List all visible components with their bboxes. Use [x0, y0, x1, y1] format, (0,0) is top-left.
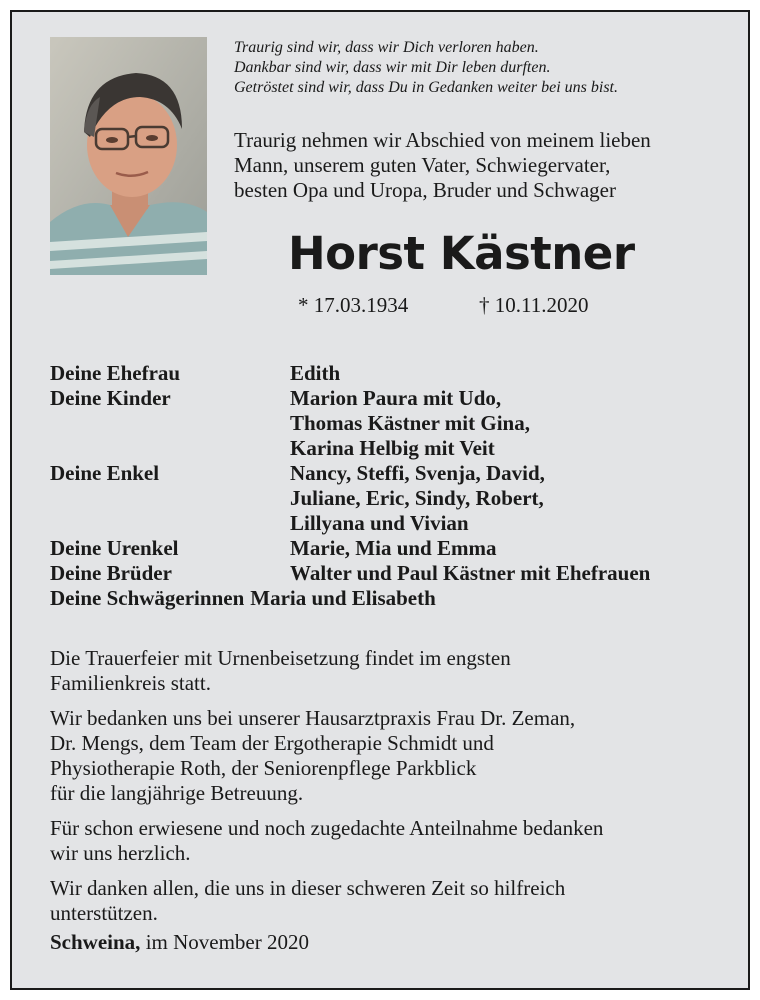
family-row [50, 536, 650, 561]
family-row [50, 511, 650, 536]
family-names: Lillyana und Vivian [290, 511, 469, 535]
signature-date: im November 2020 [145, 930, 309, 954]
birth-date: * 17.03.1934 [298, 293, 409, 317]
text-line: Familienkreis statt. [50, 671, 211, 695]
family-row [50, 586, 650, 611]
family-names: Marion Paura mit Udo, [290, 386, 502, 410]
family-relation [50, 511, 290, 536]
family-names: Karina Helbig mit Veit [290, 436, 495, 460]
family-names: Thomas Kästner mit Gina, [290, 411, 530, 435]
family-row [50, 561, 650, 586]
text-line: wir uns herzlich. [50, 841, 191, 865]
family-names: Walter und Paul Kästner mit Ehefrauen [290, 561, 651, 585]
closing-texts [50, 636, 730, 936]
family-names: Marie, Mia und Emma [290, 536, 497, 560]
family-list [50, 361, 650, 611]
family-names: Edith [290, 361, 341, 385]
family-row [50, 486, 650, 511]
text-line: Dr. Mengs, dem Team der Ergotherapie Schmidt und [50, 731, 494, 755]
family-row [50, 386, 650, 411]
family-relation: Deine Enkel [50, 461, 160, 485]
family-relation: Deine Kinder [50, 386, 171, 410]
family-row [50, 461, 650, 486]
text-line: Wir bedanken uns bei unserer Hausarztpraxis Frau Dr. Zeman, [50, 706, 576, 730]
signature-line [50, 930, 309, 955]
intro-line: Mann, unserem guten Vater, Schwiegervater, [234, 153, 611, 177]
text-line: unterstützen. [50, 901, 158, 925]
intro-text [234, 128, 651, 203]
family-relation: Deine Brüder [50, 561, 172, 585]
obituary-notice [10, 10, 750, 990]
family-names: Nancy, Steffi, Svenja, David, [290, 461, 545, 485]
family-row [50, 411, 650, 436]
family-names: Maria und Elisabeth [250, 586, 436, 610]
family-relation: Deine Urenkel [50, 536, 179, 560]
deceased-name: Horst Kästner [288, 227, 635, 280]
intro-line: Traurig nehmen wir Abschied von meinem lieben [234, 128, 651, 152]
family-row [50, 361, 650, 386]
poem-line: Dankbar sind wir, dass wir mit Dir leben durften. [234, 59, 551, 76]
family-names: Juliane, Eric, Sindy, Robert, [290, 486, 544, 510]
poem-line: Getröstet sind wir, dass Du in Gedanken weiter bei uns bist. [234, 79, 618, 96]
family-relation: Deine Ehefrau [50, 361, 181, 385]
family-relation [50, 436, 290, 461]
text-line: Die Trauerfeier mit Urnenbeisetzung findet im engsten [50, 646, 511, 670]
family-relation: Deine Schwägerinnen [50, 586, 245, 610]
poem [234, 38, 618, 98]
intro-line: besten Opa und Uropa, Bruder und Schwager [234, 178, 616, 202]
signature-place: Schweina, [50, 930, 141, 954]
poem-line: Traurig sind wir, dass wir Dich verloren haben. [234, 39, 539, 56]
text-line: Für schon erwiesene und noch zugedachte Anteilnahme bedanken [50, 816, 604, 840]
text-line: Wir danken allen, die uns in dieser schweren Zeit so hilfreich [50, 876, 566, 900]
text-line: Physiotherapie Roth, der Seniorenpflege Parkblick [50, 756, 477, 780]
death-date: † 10.11.2020 [479, 293, 589, 317]
text-line: für die langjährige Betreuung. [50, 781, 304, 805]
family-relation [50, 486, 290, 511]
family-row [50, 436, 650, 461]
portrait-photo [50, 37, 207, 275]
family-relation [50, 411, 290, 436]
